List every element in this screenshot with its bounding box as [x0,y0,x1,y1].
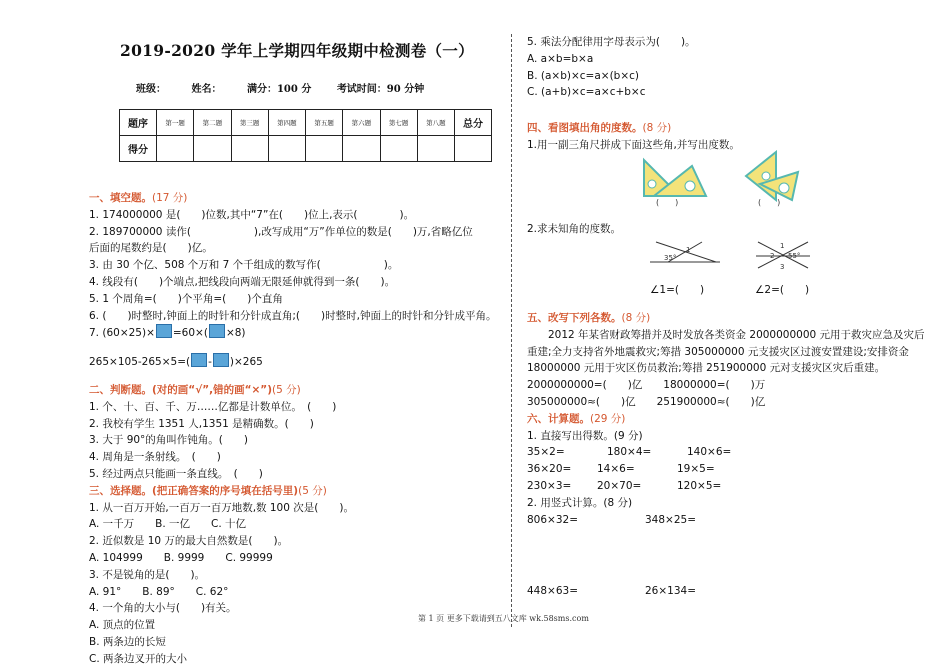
section5-row: 305000000≈( )亿 251900000≈( )亿 [527,395,766,408]
answer-box[interactable] [156,324,172,338]
score-cell[interactable] [194,136,231,162]
section2-item: 3. 大于 90°的角叫作钝角。( ) [89,434,248,447]
figure-1-caption: ( ) [656,198,679,207]
angle-answer-1: ∠1=( ) [650,284,705,296]
section5-paragraph: 2012 年某省财政筹措并及时发放各类资金 2000000000 元用于救灾应急及灾后重建;全力支持省外地震救灾;筹措 305000000 元支援灾区过渡安置建设;安排资金 18000000 元用于灾区伤员救治;筹措 251900000 元对支援灾区灾后重建。 [527,328,925,375]
section4-q1: 1.用一副三角尺拼成下面这些角,并写出度数。 [527,138,740,151]
score-cell[interactable] [157,136,194,162]
section2-item: 2. 我校有学生 1351 人,1351 是精确数。( ) [89,417,314,430]
section3-item: 1. 从一百万开始,一百万一百万地数,数 100 次是( )。 [89,501,354,514]
score-cell[interactable] [343,136,380,162]
score-col-7: 第七题 [380,110,417,136]
section2-item: 5. 经过两点只能画一条直线。 ( ) [89,467,263,480]
section2-item: 4. 周角是一条射线。 ( ) [89,451,221,464]
score-col-4: 第四题 [268,110,305,136]
answer-box[interactable] [191,353,207,367]
vertical-row: 448×63= 26×134= [527,585,696,597]
section2-item: 1. 个、十、百、千、万……亿都是计数单位。 ( ) [89,400,337,413]
score-col-5: 第五题 [306,110,343,136]
angle-figure-4 [752,238,814,272]
figure-4-mark-3: 3 [780,263,785,271]
score-cell[interactable] [455,136,492,162]
score-table-row1-label: 题序 [120,110,157,136]
section6-q1: 1. 直接写出得数。(9 分) [527,429,643,442]
figure-3-mark: 1 [686,246,691,254]
vertical-row: 806×32= 348×25= [527,513,696,526]
score-col-6: 第六题 [343,110,380,136]
section3-item: A. 顶点的位置 [89,619,156,632]
score-table-header-row [120,110,492,136]
section4-q2: 2.求未知角的度数。 [527,223,622,235]
section6-heading: 六、计算题。(29 分) [527,412,626,425]
figure-2-caption: ( ) [758,198,781,207]
score-table-score-row [120,136,492,162]
score-cell[interactable] [417,136,454,162]
score-cell[interactable] [380,136,417,162]
column-divider [511,34,513,627]
choice-item: B. (a×b)×c=a×(b×c) [527,69,639,82]
figure-3-angle-label: 35° [664,254,677,262]
oral-row: 230×3= 20×70= 120×5= [527,479,722,492]
class-label: 班级： [136,84,166,95]
right-column-top [527,34,927,101]
section1-item: 4. 线段有( )个端点,把线段向两端无限延伸就得到一条( )。 [89,275,396,288]
score-cell[interactable] [268,136,305,162]
triangle-figure-1 [640,152,710,200]
exam-info-line [136,80,446,95]
section4-heading: 四、看图填出角的度数。(8 分) [527,122,672,134]
name-label: 姓名： [191,84,222,95]
section3-heading: 三、选择题。(把正确答案的序号填在括号里)(5 分) [89,484,327,497]
figure-4-mark-1: 1 [780,242,785,250]
section3-item: 2. 近似数是 10 万的最大自然数是( )。 [89,535,289,548]
page-footer: 第 1 页 更多下载请到五八文库 wk.58sms.com [418,614,589,623]
answer-box[interactable] [213,353,229,367]
choice-item: A. a×b=b×a [527,52,594,65]
section3-item: A. 一千万 B. 一亿 C. 十亿 [89,518,247,531]
section1-heading: 一、填空题。(17 分) [89,192,188,204]
full-score: 满分：100 分 [246,84,312,95]
oral-row: 35×2= 180×4= 140×6= [527,446,732,459]
figure-4-mark-2: 2 [770,252,775,260]
section4 [527,120,927,154]
oral-row: 36×20= 14×6= 19×5= [527,463,715,476]
section1-item: 后面的尾数约是( )亿。 [89,242,213,255]
score-col-2: 第二题 [194,110,231,136]
score-col-3: 第三题 [231,110,268,136]
section3-item: A. 91° B. 89° C. 62° [89,585,229,598]
score-table-row2-label: 得分 [120,136,157,162]
choice-item: 5. 乘法分配律用字母表示为( )。 [527,36,696,48]
section5-heading: 五、改写下列各数。(8 分) [527,312,651,324]
section1-item-8: 265×105-265×5=( - )×265 [89,353,501,370]
score-table [119,109,492,162]
section3-item: 3. 不是锐角的是( )。 [89,568,206,581]
section5-row: 2000000000=( )亿 18000000=( )万 [527,379,766,392]
section5 [527,310,927,528]
section3-item: A. 104999 B. 9999 C. 99999 [89,551,273,564]
score-col-8: 第八题 [417,110,454,136]
page-title: 2019-2020 学年上学期四年级期中检测卷（一） [120,41,474,60]
section1-item: 3. 由 30 个亿、508 个万和 7 个千组成的数写作( )。 [89,259,399,272]
answer-box[interactable] [209,324,225,338]
score-cell[interactable] [231,136,268,162]
angle-figure-3 [646,238,724,268]
section1-item: 5. 1 个周角=( )个平角=( )个直角 [89,292,283,305]
triangle-figure-2 [742,150,802,202]
section3-item: 4. 一个角的大小与( )有关。 [89,602,237,615]
choice-item: C. (a+b)×c=a×c+b×c [527,86,646,99]
score-cell[interactable] [306,136,343,162]
section3-item: B. 两条边的长短 [89,635,166,648]
left-column [89,190,501,668]
section3-item: C. 两条边叉开的大小 [89,652,188,665]
section1-item-7: 7. (60×25)× =60×( ×8) [89,324,501,341]
figure-4-angle-label: 55° [788,252,801,260]
angle-answer-2: ∠2=( ) [755,284,810,296]
section2-heading: 二、判断题。(对的画“√”,错的画“×”)(5 分) [89,383,301,396]
section6-q2: 2. 用竖式计算。(8 分) [527,496,633,509]
section1-item: 1. 174000000 是( )位数,其中“7”在( )位上,表示( )。 [89,208,415,221]
score-total-label: 总分 [455,110,492,136]
section1-item: 6. ( )时整时,钟面上的时针和分针成直角;( )时整时,钟面上的时针和分针成平角。 [89,309,497,322]
exam-time: 考试时间：90 分钟 [336,84,425,95]
section1-item: 2. 189700000 读作( ),改写成用“万”作单位的数是( )万,省略亿位 [89,225,473,238]
score-col-1: 第一题 [157,110,194,136]
